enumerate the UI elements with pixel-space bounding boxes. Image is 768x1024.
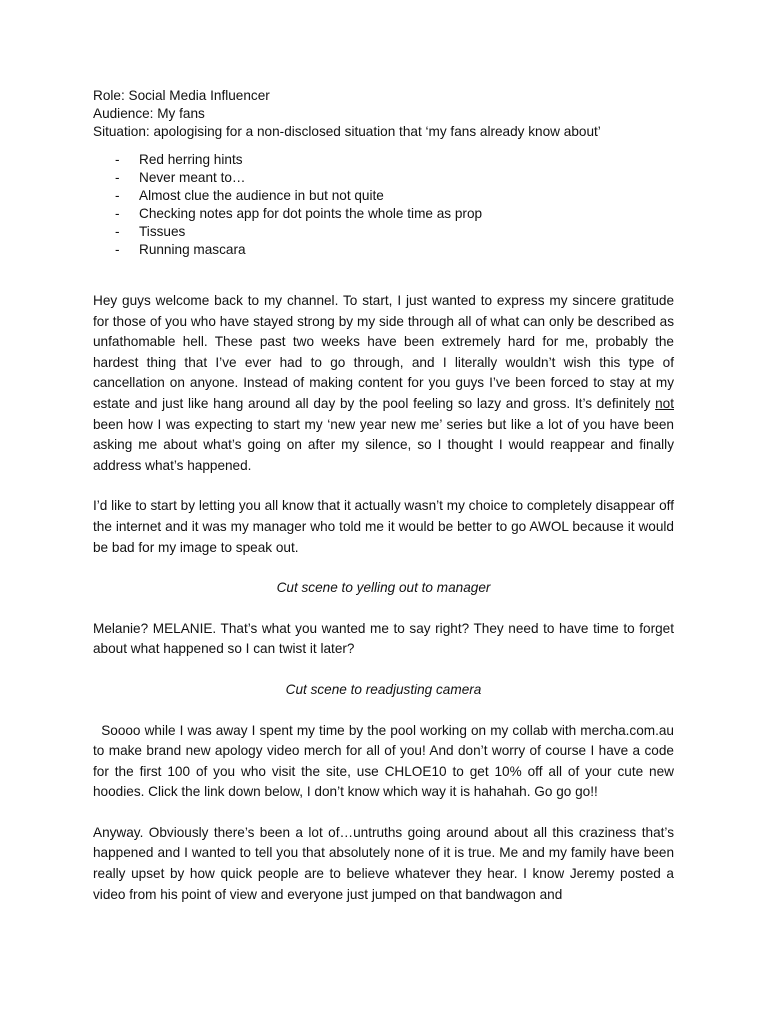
role-line: Role: Social Media Influencer [93, 88, 270, 103]
list-item: - Running mascara [115, 242, 246, 257]
stage-direction-camera: Cut scene to readjusting camera [285, 681, 482, 697]
bullet-dash: - [115, 242, 120, 257]
situation-line: Situation: apologising for a non-disclosed situation that ‘my fans already know about’ [93, 124, 601, 139]
bullet-dash: - [115, 224, 120, 239]
paragraph-awol: I’d like to start by letting you all know that it actually wasn’t my choice to completely disappear off the internet and it was my manager who told me it would be better to go AWOL because it would be bad for my image to speak out. [93, 498, 674, 555]
paragraph-melanie: Melanie? MELANIE. That’s what you wanted me to say right? They need to have time to forget about what happened so I can twist it later? [93, 620, 674, 657]
paragraph-intro: Hey guys welcome back to my channel. To start, I just wanted to express my sincere gratitude for those of you who have stayed strong by my side through all of what can only be described as unfathomable hell. These past two weeks have been extremely hard for me, probably the hardest thing that I’ve ever had to go through, and I literally wouldn’t wish this type of cancellation on anyone. Instead of making content for you guys I’ve been forced to stay at my estate and just like hang around all day by the pool feeling so lazy and gross. It’s definitely not been how I was expecting to start my ‘new year new me’ series but like a lot of you have been asking me about what’s going on after my silence, so I thought I would reappear and finally address what’s happened. [93, 293, 674, 473]
paragraph-untruths: Anyway. Obviously there’s been a lot of…untruths going around about all this craziness that’s happened and I wanted to tell you that absolutely none of it is true. Me and my family have been really upset by how quick people are to believe whatever they hear. I know Jeremy posted a video from his point of view and everyone just jumped on that bandwagon and [93, 824, 674, 902]
bullet-dash: - [115, 152, 120, 167]
document-page [93, 87, 674, 905]
stage-direction-manager: Cut scene to yelling out to manager [276, 580, 491, 596]
bullet-dash: - [115, 188, 120, 203]
list-item: - Never meant to… [115, 170, 246, 185]
list-item: - Checking notes app for dot points the whole time as prop [115, 206, 483, 221]
underlined-word: not [655, 395, 674, 411]
audience-line: Audience: My fans [93, 106, 205, 121]
list-item: - Red herring hints [115, 152, 243, 167]
bullet-dash: - [115, 206, 120, 221]
list-item: - Almost clue the audience in but not quite [115, 188, 384, 203]
paragraph-merch: Soooo while I was away I spent my time by the pool working on my collab with mercha.com.au to make brand new apology video merch for all of you! And don’t worry of course I have a code for the first 100 of you who visit the site, use CHLOE10 to get 10% off all of your cute new hoodies. Click the link down below, I don’t know which way it is hahahah. Go go go!! [93, 722, 674, 800]
notes-list [93, 151, 674, 259]
bullet-dash: - [115, 170, 120, 185]
list-item: - Tissues [115, 224, 186, 239]
